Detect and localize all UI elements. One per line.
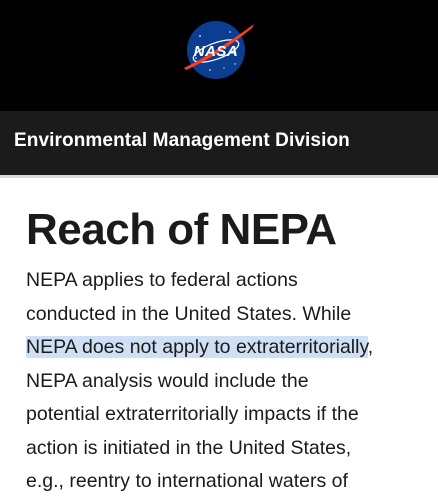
division-title[interactable]: Environmental Management Division xyxy=(14,130,350,151)
body-paragraph xyxy=(26,264,426,499)
text-selection[interactable]: NEPA does not apply to extraterritorially xyxy=(26,336,368,358)
top-bar xyxy=(0,0,438,111)
paragraph-line: NEPA applies to federal actions xyxy=(26,269,298,291)
paragraph-line: action is initiated in the United States, xyxy=(26,436,352,459)
nasa-logo-text: NASA xyxy=(193,43,239,60)
paragraph-line: NEPA analysis would include the xyxy=(26,369,309,392)
main-content xyxy=(26,200,426,499)
selection-suffix: , xyxy=(367,336,374,358)
division-header xyxy=(0,111,438,178)
paragraph-line-selected xyxy=(26,331,426,365)
paragraph-line: e.g., reentry to international waters of xyxy=(26,470,348,492)
paragraph-line: conducted in the United States. While xyxy=(26,302,352,325)
page-title: Reach of NEPA xyxy=(26,205,337,254)
paragraph-line: potential extraterritorially impacts if the xyxy=(26,403,359,425)
nasa-logo[interactable] xyxy=(180,18,256,82)
nasa-meatball-icon xyxy=(180,18,256,82)
